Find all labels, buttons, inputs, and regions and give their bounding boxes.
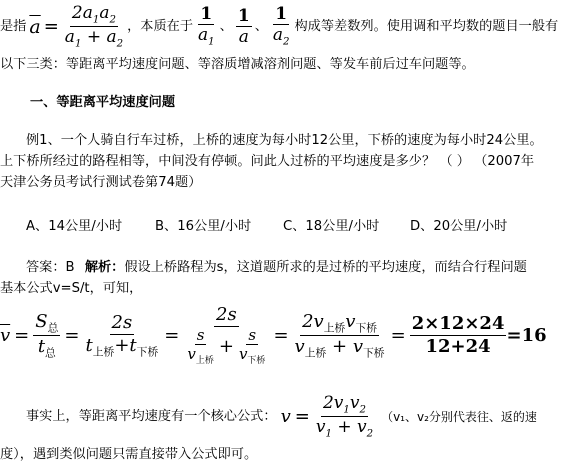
equals-sign: = bbox=[43, 16, 59, 37]
example-line-2: 上下桥所经过的路程相等，中间没有停顿。问此人过桥的平均速度是多少？ （ ） （2007年 bbox=[0, 154, 535, 169]
reciprocal-a2: $\frac{1}{a_2}$ bbox=[272, 3, 290, 48]
option-b: B、16公里/小时 bbox=[155, 219, 252, 234]
option-d: D、20公里/小时 bbox=[410, 219, 508, 234]
answer-line-1 bbox=[26, 259, 527, 277]
intro-prefix: 是指 bbox=[0, 19, 27, 34]
core-formula: $\frac{2v_1v_2}{v_1 + v_2}$ bbox=[315, 392, 374, 440]
option-a: A、14公里/小时 bbox=[26, 219, 123, 234]
2s-over-ssum: 2s $\frac{s}{v_{上桥}}$ + $\frac{s}{v_{下桥}}$ bbox=[187, 304, 266, 367]
example-line-3: 天津公务员考试行测试卷第74题） bbox=[0, 175, 202, 190]
2s-over-tsum: $\frac{2s}{t_{上桥}+t_{下桥}}$ bbox=[85, 311, 159, 359]
conclusion-line-1: 事实上，等距离平均速度有一个核心公式： v = $\frac{2v_1v_2}{v_1 + v_2}$ （v₁、v₂分别代表往、返的速 bbox=[26, 392, 537, 440]
intro-mid: ，本质在于 bbox=[127, 19, 194, 34]
reciprocal-a1: $\frac{1}{a_1}$ bbox=[198, 3, 215, 48]
separator: 、 bbox=[219, 19, 233, 34]
conclusion-text-1: 事实上，等距离平均速度有一个核心公式： bbox=[26, 409, 277, 424]
intro-line-2: 以下三类：等距离平均速度问题、等溶质增减溶剂问题、等发车前后过车问题等。 bbox=[0, 57, 475, 72]
v-bar-symbol: $\overline{a}$ bbox=[29, 16, 41, 38]
section-title: 一、等距离平均速度问题 bbox=[30, 95, 176, 110]
v-bar: $\overline{v}$ bbox=[0, 325, 11, 346]
option-c: C、18公里/小时 bbox=[283, 219, 380, 234]
example-line-1: 例1、一个人骑自行车过桥，上桥的速度为每小时12公里，下桥的速度为每小时24公里。 bbox=[26, 133, 543, 148]
numeric-fraction: $\frac{2\times 12\times 24}{12+24}$ bbox=[411, 313, 505, 358]
answer-label: 答案：B bbox=[26, 260, 75, 275]
2v1v2-over-vsum: $\frac{2v_{上桥}v_{下桥}}{v_{上桥} + v_{下桥}}$ bbox=[294, 310, 385, 360]
result: =16 bbox=[506, 325, 547, 346]
harmonic-mean-fraction: $\frac{2a_1a_2}{a_1 + a_2}$ bbox=[64, 2, 124, 50]
intro-line-1 bbox=[0, 2, 558, 52]
analysis-label: 解析： bbox=[84, 260, 125, 275]
answer-text-1: 假设上桥路程为s，这道题所求的是过桥的平均速度，而结合行程问题 bbox=[124, 260, 527, 275]
derivation-formula: $\overline{v}$ = $\frac{S_总}{t_总}$ = $\frac{2s}{t_{上桥}+t_{下桥}}$ = 2s $\frac{s}{v_{上桥}}$ + $\frac{s}{v_{下桥}}$ = $\frac{2v_{上桥}v_{下桥}}{v_{上桥} + v_{下桥}}$ = $\frac{2\times 12\times 24}{12+24}$ =16 bbox=[0, 304, 547, 367]
reciprocal-a: $\frac{1}{a}$ bbox=[237, 5, 250, 48]
s-over-t: $\frac{S_总}{t_总}$ bbox=[35, 310, 59, 360]
separator-2: 、 bbox=[254, 19, 268, 34]
intro-end: 构成等差数列。使用调和平均数的题目一般有 bbox=[294, 19, 559, 34]
conclusion-line-2: 度），遇到类似问题只需直接带入公式即可。 bbox=[0, 447, 258, 462]
conclusion-note: （v₁、v₂分别代表往、返的速 bbox=[381, 410, 537, 424]
answer-line-2: 基本公式v=S/t，可知， bbox=[0, 281, 143, 296]
